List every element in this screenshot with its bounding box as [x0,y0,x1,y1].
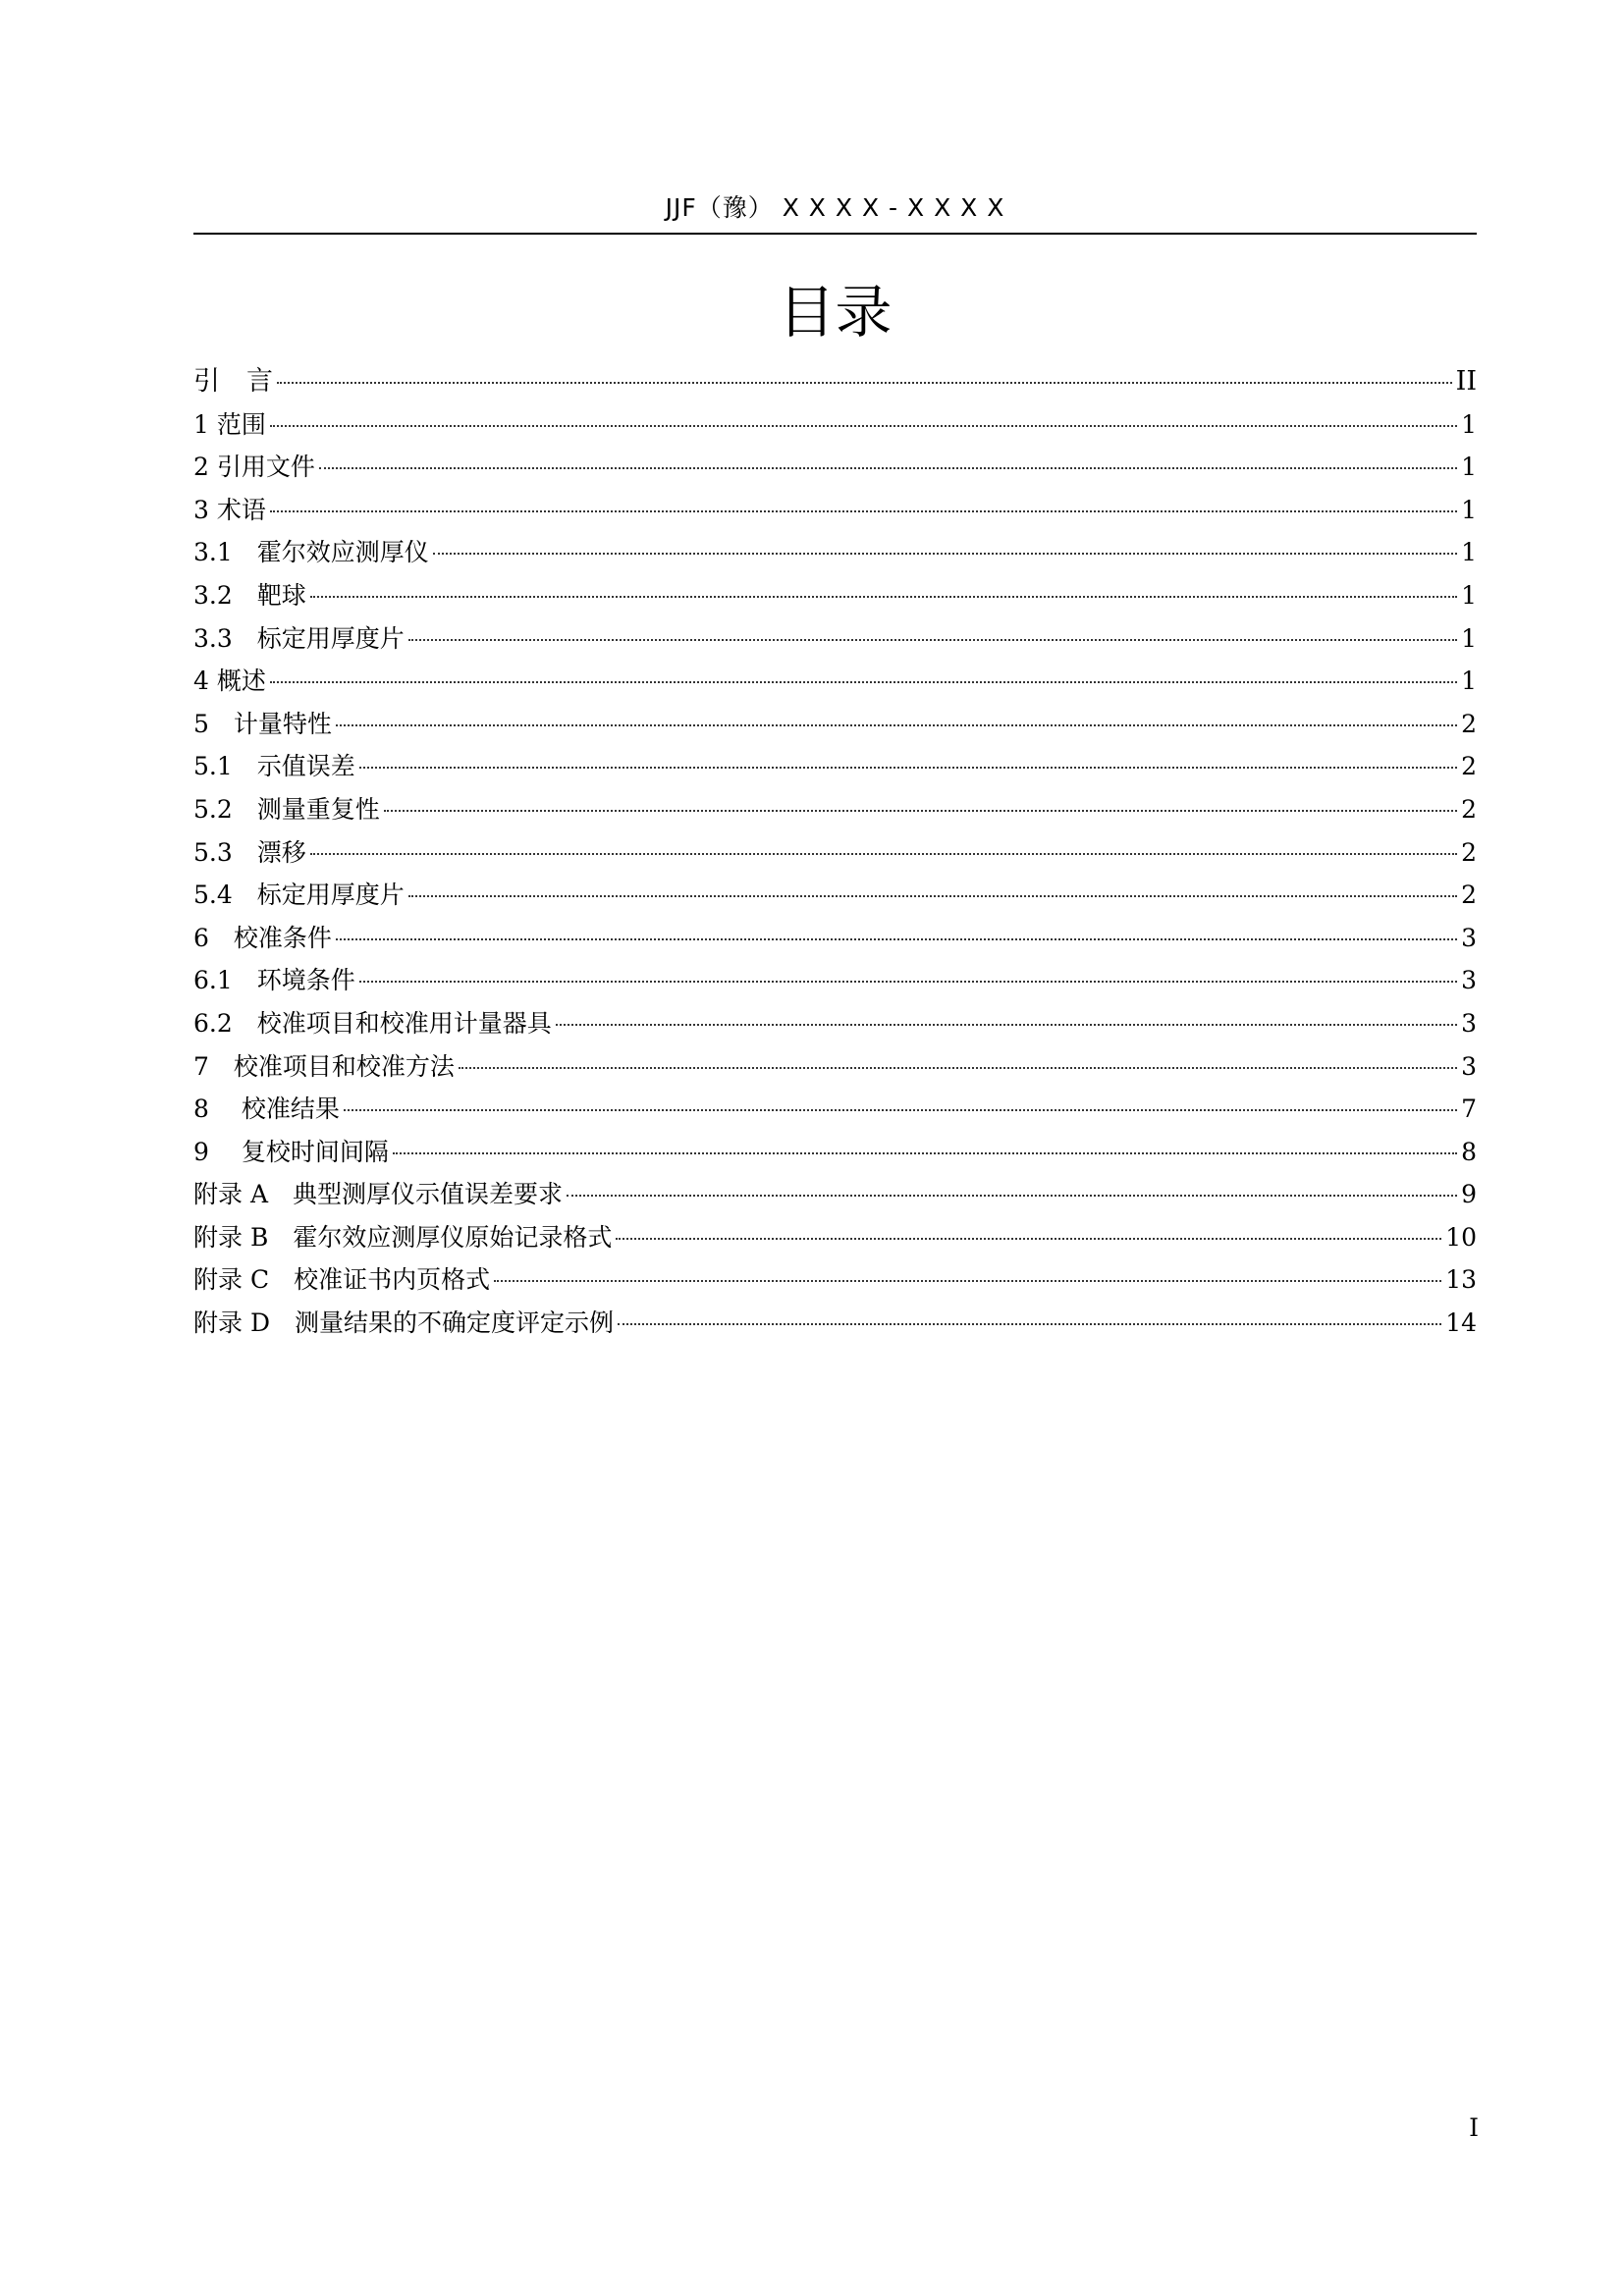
toc-entry-3-3[interactable] [193,617,1477,661]
toc-leader [310,853,1457,855]
toc-leader [556,1024,1457,1026]
toc-entry-page: 1 [1461,538,1477,567]
toc-entry-page: 2 [1461,752,1477,781]
toc-entry-5-3[interactable] [193,831,1477,875]
toc-entry-page: II [1455,366,1477,397]
toc-entry-5-2[interactable] [193,788,1477,831]
toc-entry-page: 2 [1461,709,1477,738]
toc-entry-label: 附录 C 校准证书内页格式 [193,1265,491,1295]
toc-entry-page: 3 [1461,966,1477,995]
toc-leader [618,1323,1441,1325]
toc-entry-label: 5 计量特性 [193,709,332,738]
toc-leader [359,981,1457,983]
toc-leader [393,1152,1457,1154]
toc-entry-page: 3 [1461,1008,1477,1038]
toc-leader [277,382,1452,384]
toc-entry-2[interactable] [193,446,1477,489]
toc-leader [270,681,1457,683]
toc-entry-6-2[interactable] [193,1002,1477,1045]
toc-leader [270,510,1457,512]
toc-leader [319,467,1457,469]
toc-entry-3[interactable] [193,489,1477,532]
toc-entry-label: 6.1 环境条件 [193,966,355,995]
toc-entry-page: 14 [1445,1308,1477,1338]
toc-list [193,360,1477,1345]
toc-entry-appendix-c[interactable] [193,1258,1477,1302]
toc-entry-label: 5.4 标定用厚度片 [193,881,405,910]
toc-entry-appendix-a[interactable] [193,1173,1477,1216]
toc-entry-5-1[interactable] [193,745,1477,788]
toc-entry-page: 3 [1461,1051,1477,1081]
toc-entry-label: 5.1 示值误差 [193,752,355,781]
toc-entry-label: 7 校准项目和校准方法 [193,1051,455,1081]
header-rule [193,233,1477,235]
toc-leader [270,425,1457,427]
toc-entry-label: 6.2 校准项目和校准用计量器具 [193,1008,552,1038]
toc-entry-label: 引 言 [193,366,273,397]
toc-entry-1[interactable] [193,403,1477,447]
toc-entry-9[interactable] [193,1131,1477,1174]
toc-entry-page: 13 [1445,1265,1477,1295]
toc-leader [567,1195,1457,1197]
toc-entry-label: 9 复校时间间隔 [193,1137,389,1166]
toc-leader [336,938,1457,940]
toc-entry-label: 3.3 标定用厚度片 [193,623,405,653]
toc-leader [494,1280,1441,1282]
toc-entry-page: 1 [1461,453,1477,482]
toc-entry-7[interactable] [193,1045,1477,1089]
toc-title: 目录 [778,279,893,346]
toc-entry-6[interactable] [193,917,1477,960]
toc-leader [384,810,1457,812]
toc-entry-page: 1 [1461,495,1477,524]
toc-entry-page: 1 [1461,409,1477,439]
toc-leader [408,639,1457,641]
toc-entry-label: 3.1 霍尔效应测厚仪 [193,538,429,567]
toc-entry-page: 1 [1461,667,1477,696]
toc-entry-label: 5.3 漂移 [193,837,306,867]
toc-leader [336,724,1457,726]
toc-leader [359,767,1457,769]
running-header: JJF（豫） X X X X - X X X X [665,193,1005,222]
toc-entry-8[interactable] [193,1088,1477,1131]
toc-entry-page: 9 [1461,1180,1477,1209]
toc-entry-4[interactable] [193,660,1477,703]
toc-entry-preface[interactable] [193,360,1477,403]
toc-entry-label: 6 校准条件 [193,923,332,952]
toc-entry-page: 2 [1461,837,1477,867]
toc-entry-5-4[interactable] [193,874,1477,917]
toc-leader [344,1109,1457,1111]
toc-entry-label: 3.2 靶球 [193,580,306,610]
toc-entry-page: 10 [1445,1222,1477,1252]
toc-entry-label: 1 范围 [193,409,266,439]
toc-entry-3-1[interactable] [193,531,1477,574]
toc-entry-label: 附录 B 霍尔效应测厚仪原始记录格式 [193,1222,613,1252]
toc-entry-label: 4 概述 [193,667,266,696]
toc-entry-page: 1 [1461,580,1477,610]
toc-entry-page: 1 [1461,623,1477,653]
toc-leader [433,553,1457,555]
toc-leader [310,596,1457,598]
page-number: I [1469,2113,1479,2142]
toc-entry-6-1[interactable] [193,959,1477,1002]
toc-entry-page: 2 [1461,881,1477,910]
toc-entry-label: 附录 D 测量结果的不确定度评定示例 [193,1308,614,1338]
toc-leader [616,1238,1441,1240]
toc-entry-label: 5.2 测量重复性 [193,794,380,824]
toc-entry-appendix-d[interactable] [193,1302,1477,1345]
toc-entry-page: 7 [1461,1095,1477,1124]
toc-leader [408,895,1457,897]
toc-entry-label: 3 术语 [193,495,266,524]
toc-entry-label: 附录 A 典型测厚仪示值误差要求 [193,1180,564,1209]
toc-entry-label: 8 校准结果 [193,1095,340,1124]
toc-entry-appendix-b[interactable] [193,1216,1477,1259]
toc-leader [459,1067,1457,1069]
toc-entry-5[interactable] [193,703,1477,746]
toc-entry-page: 3 [1461,923,1477,952]
toc-entry-page: 8 [1461,1137,1477,1166]
toc-entry-3-2[interactable] [193,574,1477,617]
toc-entry-page: 2 [1461,794,1477,824]
toc-entry-label: 2 引用文件 [193,453,315,482]
